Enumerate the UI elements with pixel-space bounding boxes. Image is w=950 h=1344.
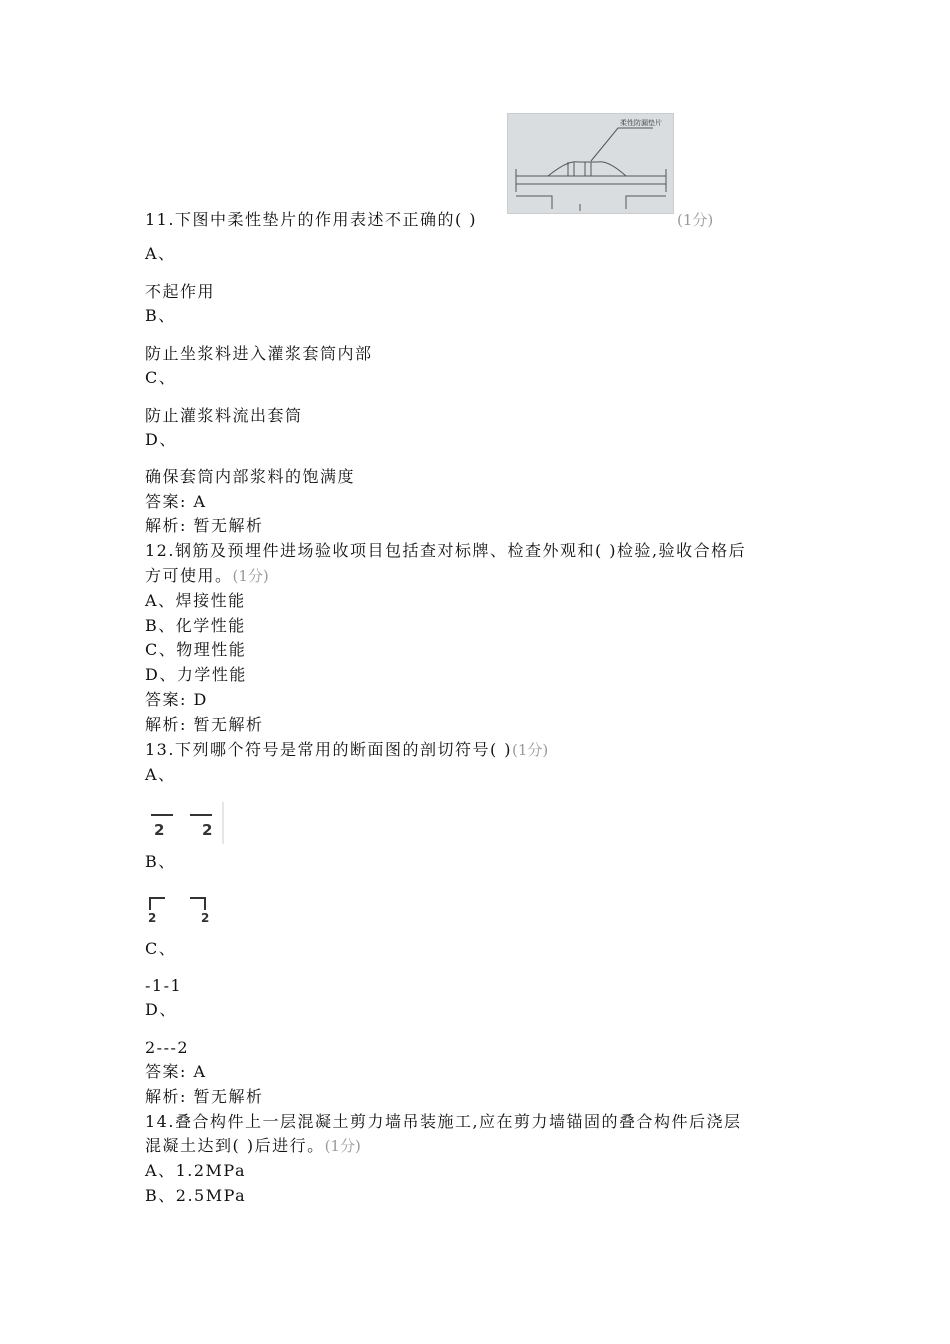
q12-option-b-text: 化学性能 (175, 616, 246, 635)
q12-option-b-letter: B、 (145, 616, 176, 635)
q14-stem-line2-text: 混凝土达到( )后进行。 (145, 1136, 325, 1155)
figure-callout-label: 柔性防漏垫片 (620, 119, 662, 127)
q11-stem-text: 11.下图中柔性垫片的作用表述不正确的( ) (145, 210, 478, 229)
q12-option-c-letter: C、 (145, 640, 177, 659)
q11-score: (1分) (677, 211, 714, 229)
q11-option-a-text: 不起作用 (145, 282, 216, 301)
symbol-a-right-label: 2 (202, 821, 213, 839)
q12-analysis: 解析: 暂无解析 (145, 715, 264, 734)
q14-option-b (145, 1186, 246, 1206)
q11-option-c-letter: C、 (145, 368, 177, 387)
q13-option-d-letter: D、 (145, 1000, 177, 1019)
q12-option-d-text: 力学性能 (176, 665, 247, 684)
q12-option-c (145, 640, 246, 660)
flexible-gasket-diagram (508, 114, 673, 213)
q13-option-b-letter: B、 (145, 852, 176, 871)
q11-option-d-letter: D、 (145, 430, 177, 449)
q11-option-b-text: 防止坐浆料进入灌浆套筒内部 (145, 344, 373, 363)
q12-stem-line1: 12.钢筋及预埋件进场验收项目包括查对标牌、检查外观和( )检验,验收合格后 (145, 541, 747, 560)
q13-stem (145, 740, 548, 760)
q11-stem (145, 210, 477, 230)
q12-score: (1分) (232, 567, 269, 585)
q12-option-c-text: 物理性能 (176, 640, 247, 659)
q13-answer: 答案: A (145, 1062, 207, 1081)
q12-option-b (145, 616, 246, 636)
section-symbol-a (145, 800, 230, 845)
q13-option-d-text: 2---2 (145, 1038, 190, 1057)
q13-option-a-symbol (145, 800, 230, 845)
q13-option-a-letter: A、 (145, 765, 176, 784)
symbol-b-left-label: 2 (148, 911, 157, 925)
q12-option-d-letter: D、 (145, 665, 177, 684)
q14-option-a-text: 1.2MPa (175, 1161, 246, 1180)
q11-answer: 答案: A (145, 492, 207, 511)
q13-option-b-symbol (145, 888, 220, 928)
q12-stem-line2-text: 方可使用。 (145, 566, 233, 585)
q12-stem-line2 (145, 566, 269, 586)
q14-stem-line1: 14.叠合构件上一层混凝土剪力墙吊装施工,应在剪力墙锚固的叠合构件后浇层 (145, 1112, 742, 1131)
section-symbol-b (145, 888, 220, 928)
q12-option-a-letter: A、 (145, 591, 176, 610)
symbol-a-left-label: 2 (154, 821, 165, 839)
q14-score: (1分) (324, 1137, 361, 1155)
q14-stem-line2 (145, 1136, 361, 1156)
q14-option-a (145, 1161, 246, 1181)
q12-answer: 答案: D (145, 690, 208, 709)
q13-option-c-letter: C、 (145, 939, 177, 958)
q11-analysis: 解析: 暂无解析 (145, 516, 264, 535)
q13-score: (1分) (512, 741, 549, 759)
q12-option-d (145, 665, 247, 685)
q11-option-b-letter: B、 (145, 306, 176, 325)
q13-option-c-text: -1-1 (145, 976, 183, 995)
q14-option-b-text: 2.5MPa (175, 1186, 247, 1205)
q13-analysis: 解析: 暂无解析 (145, 1087, 264, 1106)
q14-option-a-letter: A、 (145, 1161, 176, 1180)
q11-option-a-letter: A、 (145, 244, 176, 263)
q11-option-c-text: 防止灌浆料流出套筒 (145, 406, 303, 425)
q11-diagram-figure (507, 113, 674, 214)
q12-option-a-text: 焊接性能 (175, 591, 246, 610)
q11-option-d-text: 确保套筒内部浆料的饱满度 (145, 467, 356, 486)
q14-option-b-letter: B、 (145, 1186, 176, 1205)
symbol-b-right-label: 2 (201, 911, 210, 925)
q12-option-a (145, 591, 246, 611)
q13-stem-text: 13.下列哪个符号是常用的断面图的剖切符号( ) (145, 740, 513, 759)
